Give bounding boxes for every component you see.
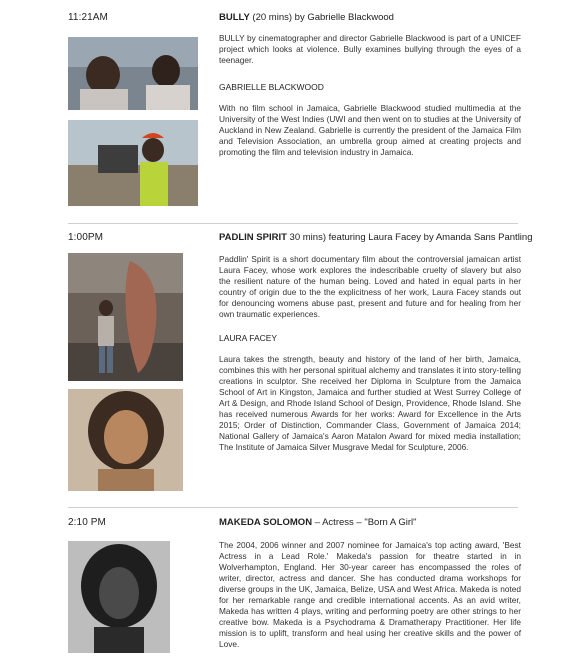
- section-divider: [68, 507, 518, 508]
- person-heading: LAURA FACEY: [219, 333, 278, 343]
- person-heading: GABRIELLE BLACKWOOD: [219, 82, 324, 92]
- sculpture-photo: [68, 253, 183, 381]
- session-time: 2:10 PM: [68, 517, 106, 528]
- person-bio: Laura takes the strength, beauty and history of the land of her birth, Jamaica, combines this with her personal spiritual alchemy and translates it into story-telling creations in sculptor. She received her Diploma in Sculpture from the Jamaica School of Art in Kingston, Jamaica and further studied at West Surrey College of Art & Design, and Rhode Island School of Design, Providence, Rhode Island. She has received numerous Awards for her works: Award for Excellence in the Arts 2015; Order of Distinction, Commander Class, Government of Jamaica 2014; National Gallery of Jamaica's Aaron Matalon Award for mixed media installation; The Institute of Jamaica Silver Musgrave Medal for Sculpture, 2006.: [219, 354, 521, 452]
- artist-portrait-photo: [68, 389, 183, 491]
- film-title-line: [219, 12, 394, 23]
- film-meta: (20 mins) by Gabrielle Blackwood: [249, 12, 394, 23]
- film-title: MAKEDA SOLOMON: [219, 517, 313, 528]
- film-meta: 30 mins) featuring Laura Facey by Amanda Sans Pantling: [286, 232, 533, 243]
- person-bio: With no film school in Jamaica, Gabrielle Blackwood studied multimedia at the University of the West Indies (UWI and then went on to studies at the University of Auckland in New Zealand. Gabrielle is currently the president of the Jamaica Film and Television Association, an umbrella group aimed at creating projects and promoting the film and television industry in Jamaica.: [219, 103, 521, 157]
- actress-portrait-photo: [68, 541, 170, 653]
- film-still-photo: [68, 37, 198, 110]
- film-title-line: [219, 232, 532, 243]
- film-description: Paddlin' Spirit is a short documentary film about the controversial jamaican artist Laura Facey, whose work explores the indescribable cruelty of slavery but also the resilient nature of the human being. Loved and hated in equal parts in her country of origin due to the the explicitness of her work, Laura Facey stands out for denouncing womens abuse past, present and future and for healing from her own traumatic experiences.: [219, 254, 521, 319]
- filmmaker-photo: [68, 120, 198, 206]
- person-bio: The 2004, 2006 winner and 2007 nominee for Jamaica's top acting award, 'Best Actress in a Lead Role.' Makeda's passion for theatre started in in Wolverhampton, England. Her 30-year career has encompassed the roles of writer, director, actress and dancer. She has conducted drama workshops for diverse groups in the UK, Jamaica, Belize, USA and West Africa. Makeda is noted for her remarkable range and credible international accents. As an avid writer, Makeda has written 4 plays, writing and performing poetry are other strings to her creative bow. Makeda is a Psychodrama & Dramatherapy Practitioner. Her life mission is to uplift, transform and heal using her creative skills and the power of Love.: [219, 540, 521, 649]
- session-time: 11:21AM: [68, 12, 108, 23]
- film-description: BULLY by cinematographer and director Gabrielle Blackwood is part of a UNICEF project which looks at violence. Bully examines bullying through the eyes of a teenager.: [219, 33, 521, 65]
- session-time: 1:00PM: [68, 232, 104, 243]
- section-divider: [68, 223, 518, 224]
- film-title: BULLY: [219, 12, 250, 23]
- film-title: PADLIN SPIRIT: [219, 232, 287, 243]
- film-title-line: [219, 517, 417, 528]
- film-meta: – Actress – "Born A Girl": [312, 517, 417, 528]
